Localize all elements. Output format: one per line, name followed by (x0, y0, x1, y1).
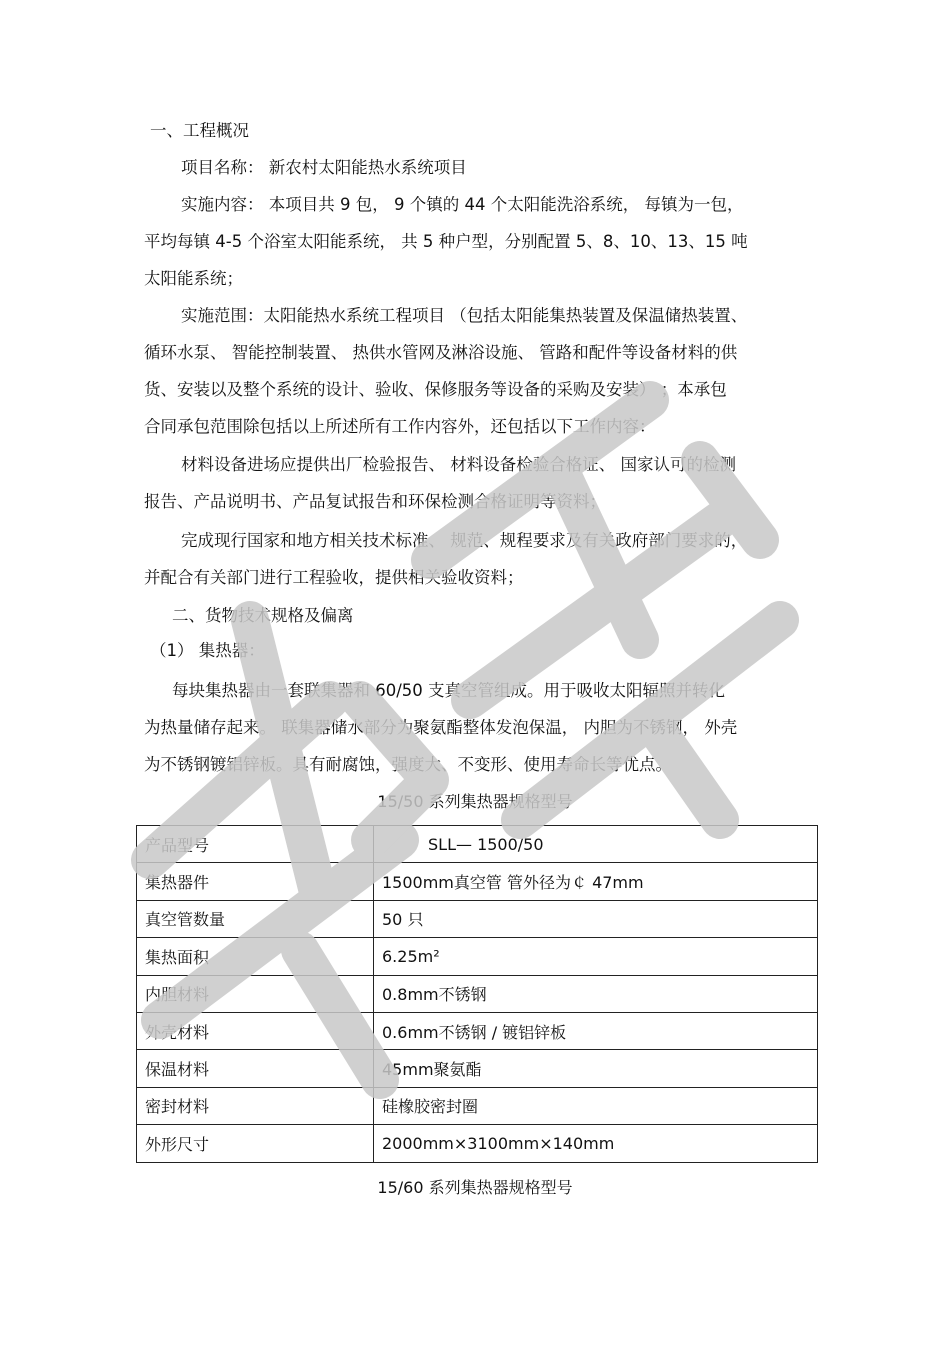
desc-line-2: 为热量储存起来。 联集器储水部分为聚氨酯整体发泡保温， 内胆为不锈钢， 外壳 (144, 718, 738, 737)
table-row (137, 826, 818, 863)
desc-line-3: 为不锈钢镀铝锌板。具有耐腐蚀，强度大、不变形、使用寿命长等优点。 (144, 755, 672, 774)
complete-line-1: 完成现行国家和地方相关技术标准、 规范、规程要求及有关政府部门要求的， (181, 531, 748, 550)
table-row (137, 1087, 818, 1124)
desc-line-1: 每块集热器由一套联集器和 60/50 支真空管组成。用于吸收太阳辐照并转化 (172, 681, 726, 700)
spec-value: 1500mm真空管 管外径为￠ 47mm (374, 863, 818, 900)
spec-key: 真空管数量 (137, 900, 374, 937)
table1-caption: 15/50 系列集热器规格型号 (377, 792, 573, 811)
table-row (137, 863, 818, 900)
spec-value: 硅橡胶密封圈 (374, 1087, 818, 1124)
content-line-2: 平均每镇 4-5 个浴室太阳能系统， 共 5 种户型，分别配置 5、8、10、13、15 吨 (144, 232, 748, 251)
spec-value: 0.8mm不锈钢 (374, 975, 818, 1012)
spec-value: 45mm聚氨酯 (374, 1050, 818, 1087)
collector-subheading: （1） 集热器： (150, 641, 265, 660)
spec-key: 内胆材料 (137, 975, 374, 1012)
spec-table-15-50 (136, 825, 818, 1163)
scope-line-4: 合同承包范围除包括以上所述所有工作内容外，还包括以下工作内容： (144, 417, 656, 436)
material-line-2: 报告、产品说明书、产品复试报告和环保检测合格证明等资料； (144, 492, 606, 511)
spec-key: 密封材料 (137, 1087, 374, 1124)
complete-line-2: 并配合有关部门进行工程验收，提供相关验收资料； (144, 568, 524, 587)
section1-heading: 一、工程概况 (150, 121, 249, 140)
spec-value: 0.6mm不锈钢 / 镀铝锌板 (374, 1012, 818, 1049)
scope-line-1: 实施范围：太阳能热水系统工程项目 （包括太阳能集热装置及保温储热装置、 (181, 306, 748, 325)
spec-key: 外形尺寸 (137, 1125, 374, 1162)
spec-value: SLL— 1500/50 (374, 826, 818, 863)
table-row (137, 1050, 818, 1087)
spec-value: 50 只 (374, 900, 818, 937)
content-line-1: 实施内容： 本项目共 9 包， 9 个镇的 44 个太阳能洗浴系统， 每镇为一包， (181, 195, 744, 214)
scope-line-3: 货、安装以及整个系统的设计、验收、保修服务等设备的采购及安装） ；本承包 (144, 380, 727, 399)
material-line-1: 材料设备进场应提供出厂检验报告、 材料设备检验合格证、 国家认可的检测 (181, 455, 736, 474)
section2-heading: 二、货物技术规格及偏离 (172, 606, 354, 625)
spec-value: 6.25m² (374, 938, 818, 975)
table-row (137, 1125, 818, 1162)
table2-caption: 15/60 系列集热器规格型号 (377, 1178, 573, 1197)
spec-value: 2000mm×3100mm×140mm (374, 1125, 818, 1162)
spec-key: 外壳材料 (137, 1012, 374, 1049)
table-row (137, 975, 818, 1012)
spec-key: 保温材料 (137, 1050, 374, 1087)
spec-key: 集热面积 (137, 938, 374, 975)
spec-key: 集热器件 (137, 863, 374, 900)
table-row (137, 900, 818, 937)
content-line-3: 太阳能系统； (144, 269, 243, 288)
spec-key: 产品型号 (137, 826, 374, 863)
scope-line-2: 循环水泵、 智能控制装置、 热供水管网及淋浴设施、 管路和配件等设备材料的供 (144, 343, 738, 362)
project-name-line: 项目名称： 新农村太阳能热水系统项目 (181, 158, 467, 177)
table-row (137, 938, 818, 975)
table-row (137, 1012, 818, 1049)
